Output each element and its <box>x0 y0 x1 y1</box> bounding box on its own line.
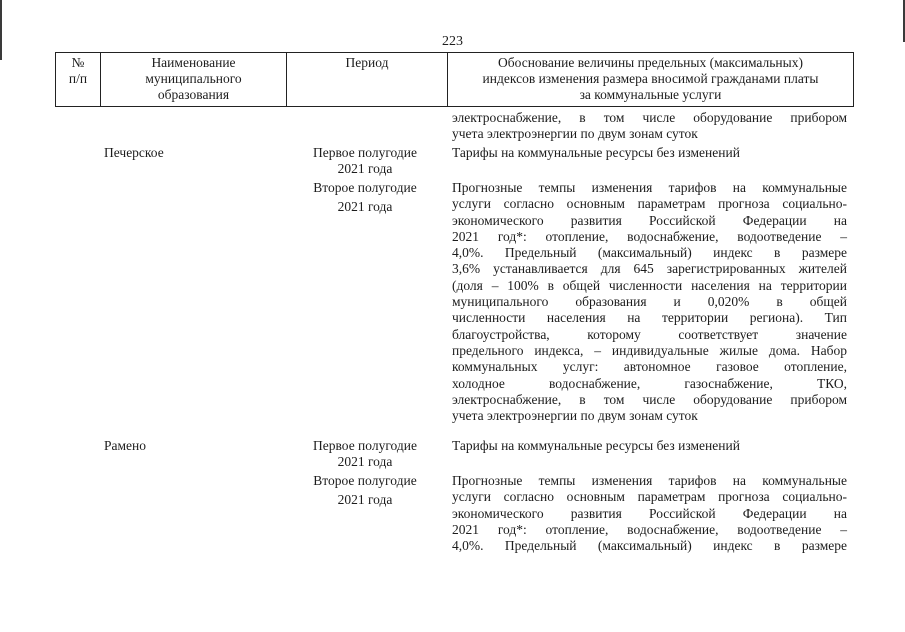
text-line: (доля – 100% в общей численности населения на территории <box>452 277 847 293</box>
period-first-half <box>305 438 425 471</box>
header-text: за коммунальные услуги <box>579 87 722 102</box>
text-line: холодное водоснабжение, газоснабжение, ТКО, <box>452 375 847 391</box>
text-line: электроснабжение, в том числе оборудование прибором <box>452 110 847 125</box>
header-text: Период <box>345 55 389 70</box>
header-col-basis <box>448 53 853 106</box>
municipality-name: Рамено <box>104 438 147 453</box>
text-line: 4,0%. Предельный (максимальный) индекс в размере <box>452 538 847 554</box>
page-number: 223 <box>442 34 463 49</box>
text-line: коммунальных услуг: автономное газовое отопление, <box>452 359 847 375</box>
period-second-half <box>305 473 425 509</box>
text-line: муниципального образования и 0,020% в общей <box>452 294 847 310</box>
text-line: предельного индекса, – индивидуальные жилые дома. Набор <box>452 342 847 358</box>
header-col-number <box>56 53 101 106</box>
text-line: экономического развития Российской Федерации на <box>452 212 847 228</box>
text-line: услуги согласно основным параметрам прогноза социально- <box>452 196 847 212</box>
basis-second-half <box>452 473 847 554</box>
text-line: Прогнозные темпы изменения тарифов на коммунальные <box>452 180 847 195</box>
basis-first-half: Тарифы на коммунальные ресурсы без изменений <box>452 145 740 160</box>
period-second-half <box>305 180 425 216</box>
period-line: Второе полугодие <box>313 473 417 488</box>
text-line: 2021 год*: отопление, водоснабжение, водоотведение – <box>452 521 847 537</box>
text-line: 2021 год*: отопление, водоснабжение, водоотведение – <box>452 228 847 244</box>
municipality-name: Печерское <box>104 145 164 160</box>
text-line: электроснабжение, в том числе оборудование прибором <box>452 391 847 407</box>
header-text: № <box>71 55 85 70</box>
text-line: благоустройства, которому соответствует значение <box>452 326 847 342</box>
text-line: экономического развития Российской Федерации на <box>452 505 847 521</box>
period-line: 2021 года <box>337 199 393 215</box>
scan-edge-left <box>0 0 2 60</box>
header-text: муниципального <box>145 71 242 86</box>
header-text: Обоснование величины предельных (максимальных) <box>498 55 803 70</box>
text-line: учета электроэнергии по двум зонам суток <box>452 408 698 424</box>
continuation-text <box>452 110 847 143</box>
period-line: Второе полугодие <box>313 180 417 195</box>
header-col-period <box>287 53 448 106</box>
text-line: 3,6% устанавливается для 645 зарегистрированных жителей <box>452 261 847 277</box>
period-line: Первое полугодие <box>313 438 417 453</box>
text-line: учета электроэнергии по двум зонам суток <box>452 126 698 142</box>
text-line: Прогнозные темпы изменения тарифов на коммунальные <box>452 473 847 488</box>
header-text: п/п <box>68 71 88 86</box>
period-line: 2021 года <box>337 492 393 508</box>
text-line: численности населения на территории региона). Тип <box>452 310 847 326</box>
header-text: образования <box>157 87 230 102</box>
text-line: услуги согласно основным параметрам прогноза социально- <box>452 489 847 505</box>
table-header <box>55 52 854 107</box>
header-col-name <box>101 53 287 106</box>
period-line: 2021 года <box>337 161 393 177</box>
text-line: 4,0%. Предельный (максимальный) индекс в размере <box>452 245 847 261</box>
header-text: Наименование <box>151 55 236 70</box>
period-first-half <box>305 145 425 178</box>
period-line: Первое полугодие <box>313 145 417 160</box>
header-text: индексов изменения размера вносимой гражданами платы <box>482 71 819 86</box>
period-line: 2021 года <box>337 454 393 470</box>
basis-first-half: Тарифы на коммунальные ресурсы без изменений <box>452 438 740 453</box>
basis-second-half <box>452 180 847 424</box>
